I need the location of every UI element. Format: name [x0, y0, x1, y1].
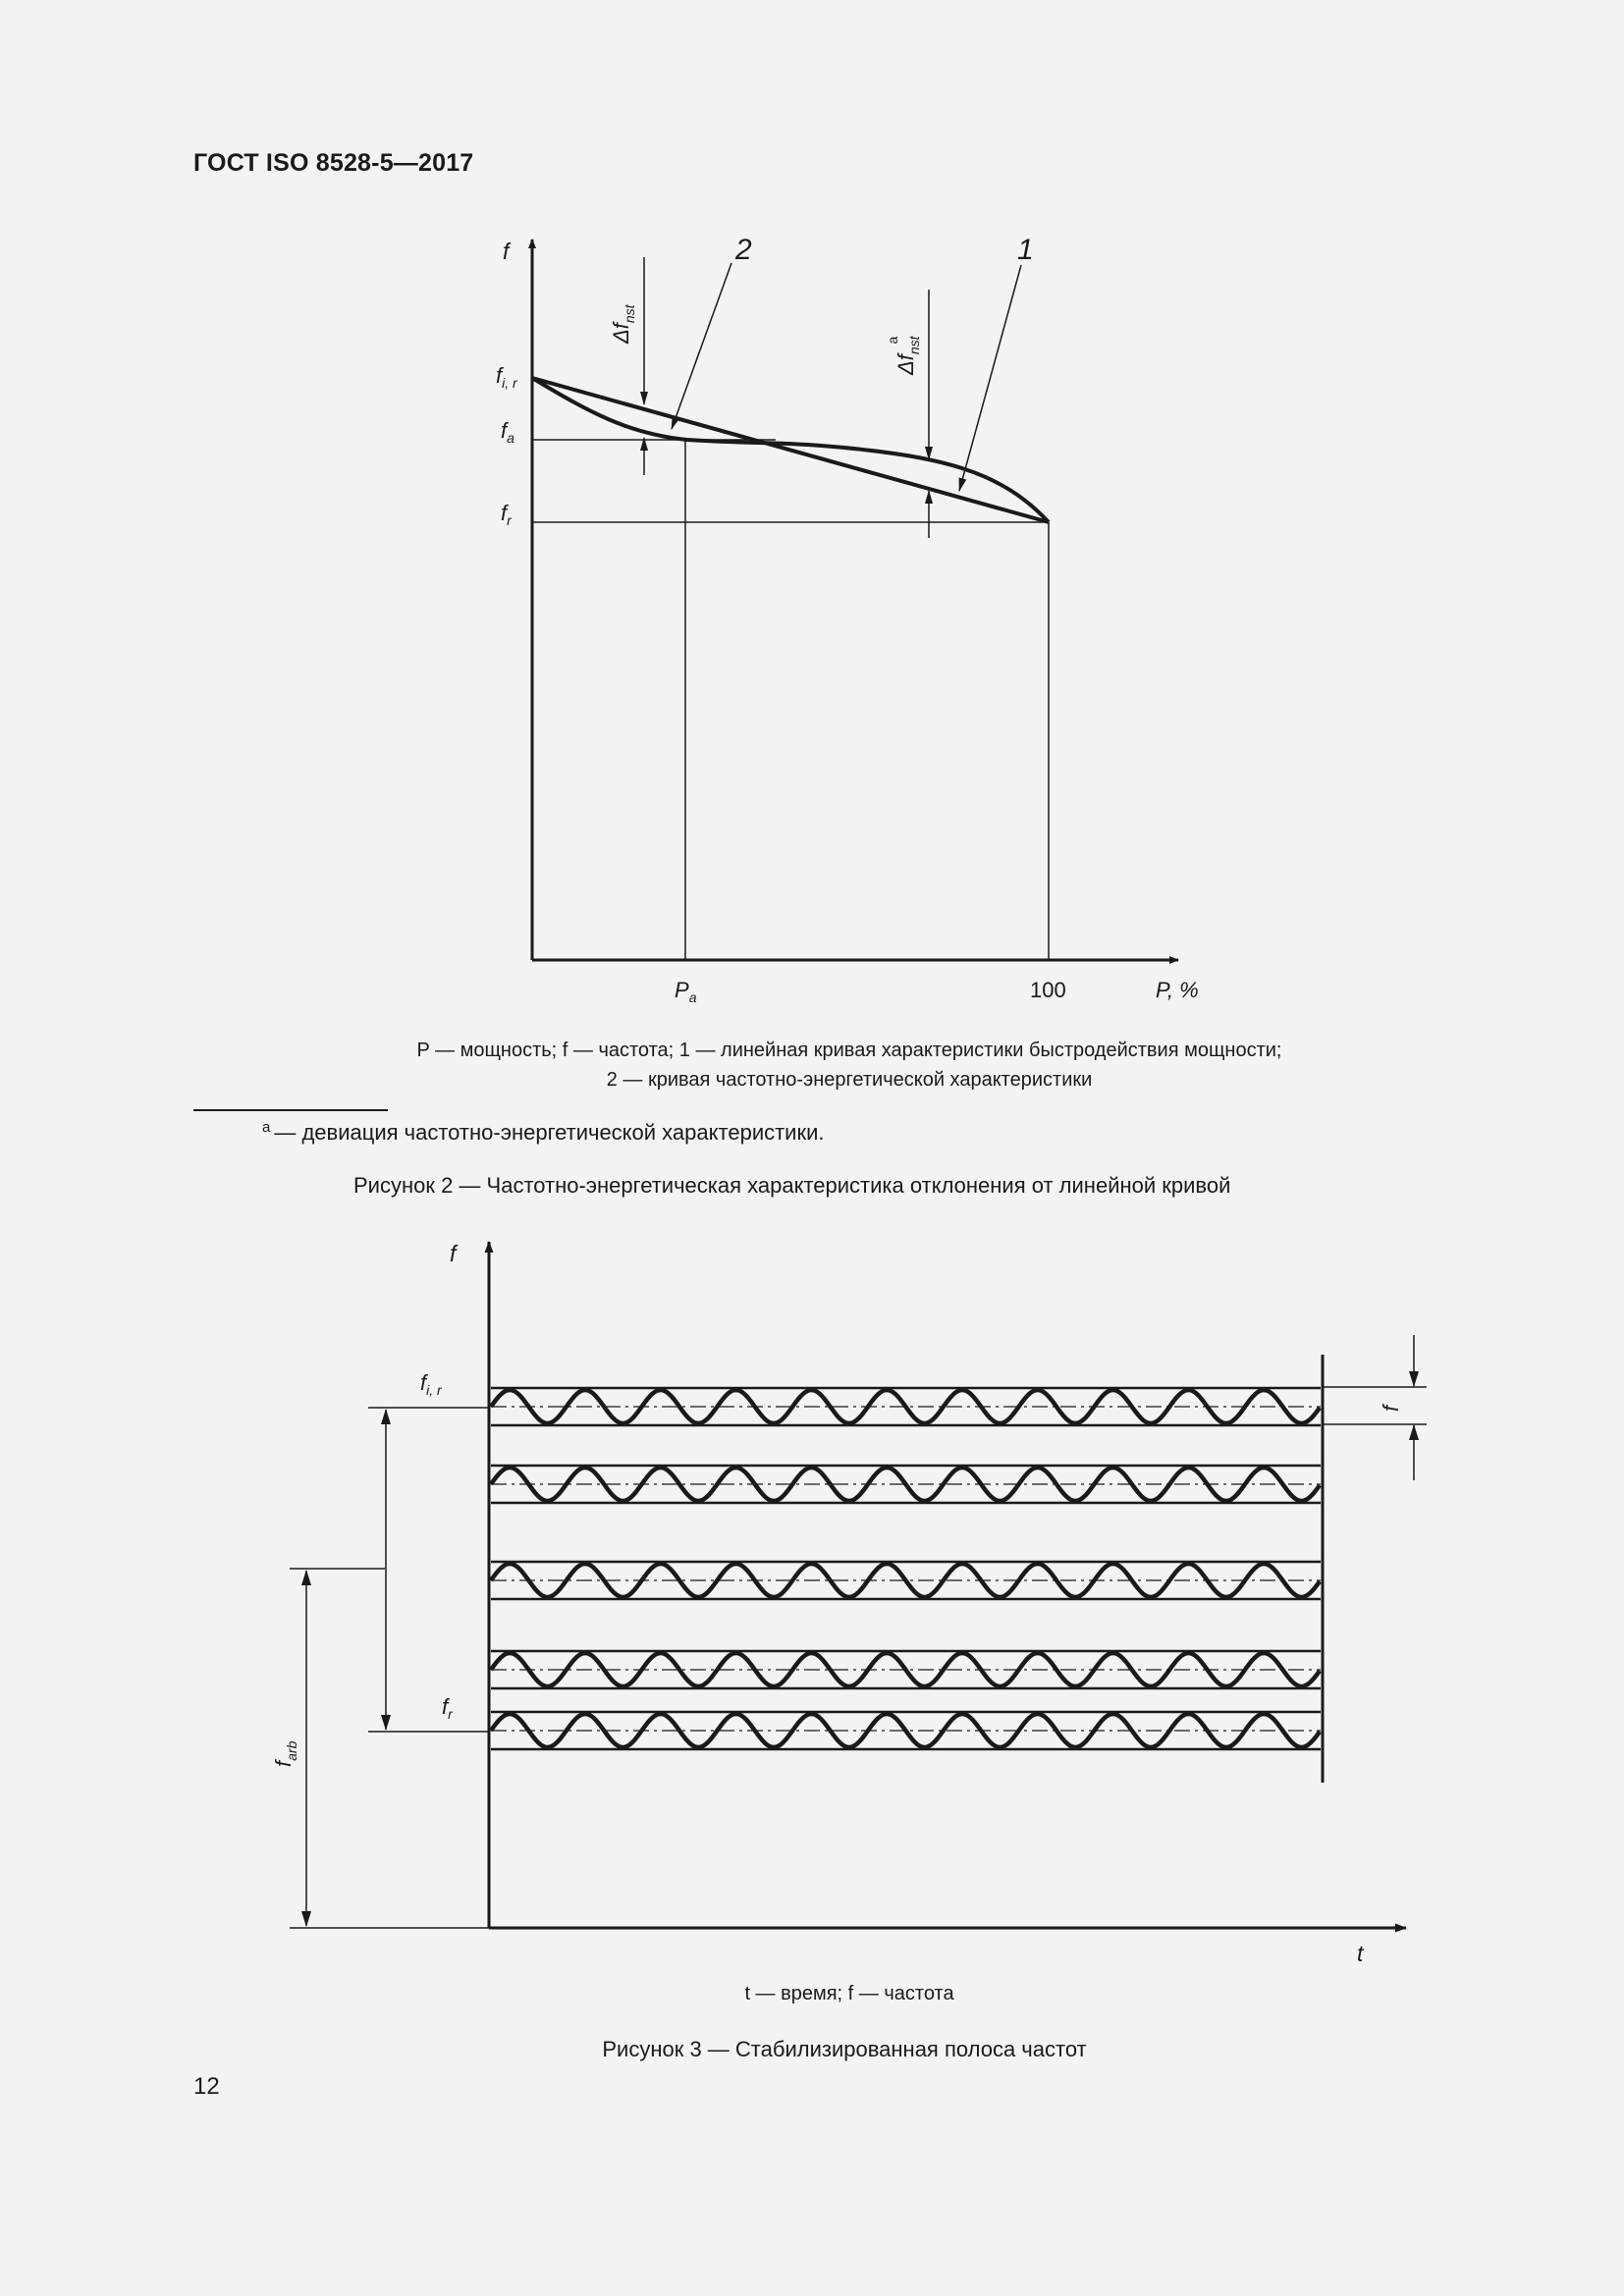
fig2-label-pa: $P_a$: [675, 978, 697, 1005]
figure-2-legend-line-1: P — мощность; f — частота; 1 — линейная кривая характеристики быстродействия мощности;: [416, 1040, 1282, 1061]
fig2-label-fa: $f_a$: [501, 418, 514, 446]
figure-2-legend-line-2: 2 — кривая частотно-энергетической характеристики: [606, 1069, 1093, 1091]
fig2-leader-2: [672, 263, 731, 429]
footnote-text: — девиация частотно-энергетической характеристики.: [274, 1120, 825, 1145]
fig2-y-axis-label: f: [503, 239, 510, 264]
fig3-label-fr: $f_r$: [442, 1694, 453, 1722]
figure-2-legend: [363, 1036, 1335, 1095]
fig2-curve-label-2: 2: [735, 234, 752, 266]
fig2-label-fir: $f_{i, r}$: [496, 363, 517, 391]
fig2-leader-1: [959, 265, 1021, 491]
figure-3-caption: Рисунок 3 — Стабилизированная полоса частот: [602, 2037, 1087, 2061]
fig3-label-farb: $f_{arb}$: [271, 1740, 299, 1767]
figure-2-frequency-power-chart: [0, 0, 1624, 1021]
fig2-tick-100: 100: [1030, 978, 1066, 1002]
document-header: ГОСТ ISO 8528-5—2017: [193, 149, 474, 177]
footnote: [262, 1119, 825, 1146]
fig3-label-band: f: [1379, 1405, 1403, 1412]
fig3-x-axis-label: t: [1357, 1941, 1364, 1966]
fig3-label-fir: $f_{i, r}$: [420, 1370, 442, 1398]
footnote-marker: a: [262, 1119, 271, 1136]
footnote-divider: [193, 1109, 388, 1111]
fig2-delta-right-label: $\Delta f_{nst}a$: [885, 336, 922, 375]
fig2-label-fr: $f_r$: [501, 501, 512, 528]
figure-2-caption: Рисунок 2 — Частотно-энергетическая характеристика отклонения от линейной кривой: [353, 1173, 1231, 1198]
fig2-curve-label-1: 1: [1017, 234, 1034, 266]
page-number: 12: [193, 2073, 220, 2100]
fig3-y-axis-label: f: [450, 1241, 457, 1266]
fig2-x-axis-label: P, %: [1156, 978, 1199, 1002]
figure-3-stabilized-frequency-band: [0, 1207, 1624, 1993]
figure-3-legend: t — время; f — частота: [744, 1983, 954, 2004]
fig2-delta-left-label: $\Delta f_{nst}$: [609, 304, 637, 344]
